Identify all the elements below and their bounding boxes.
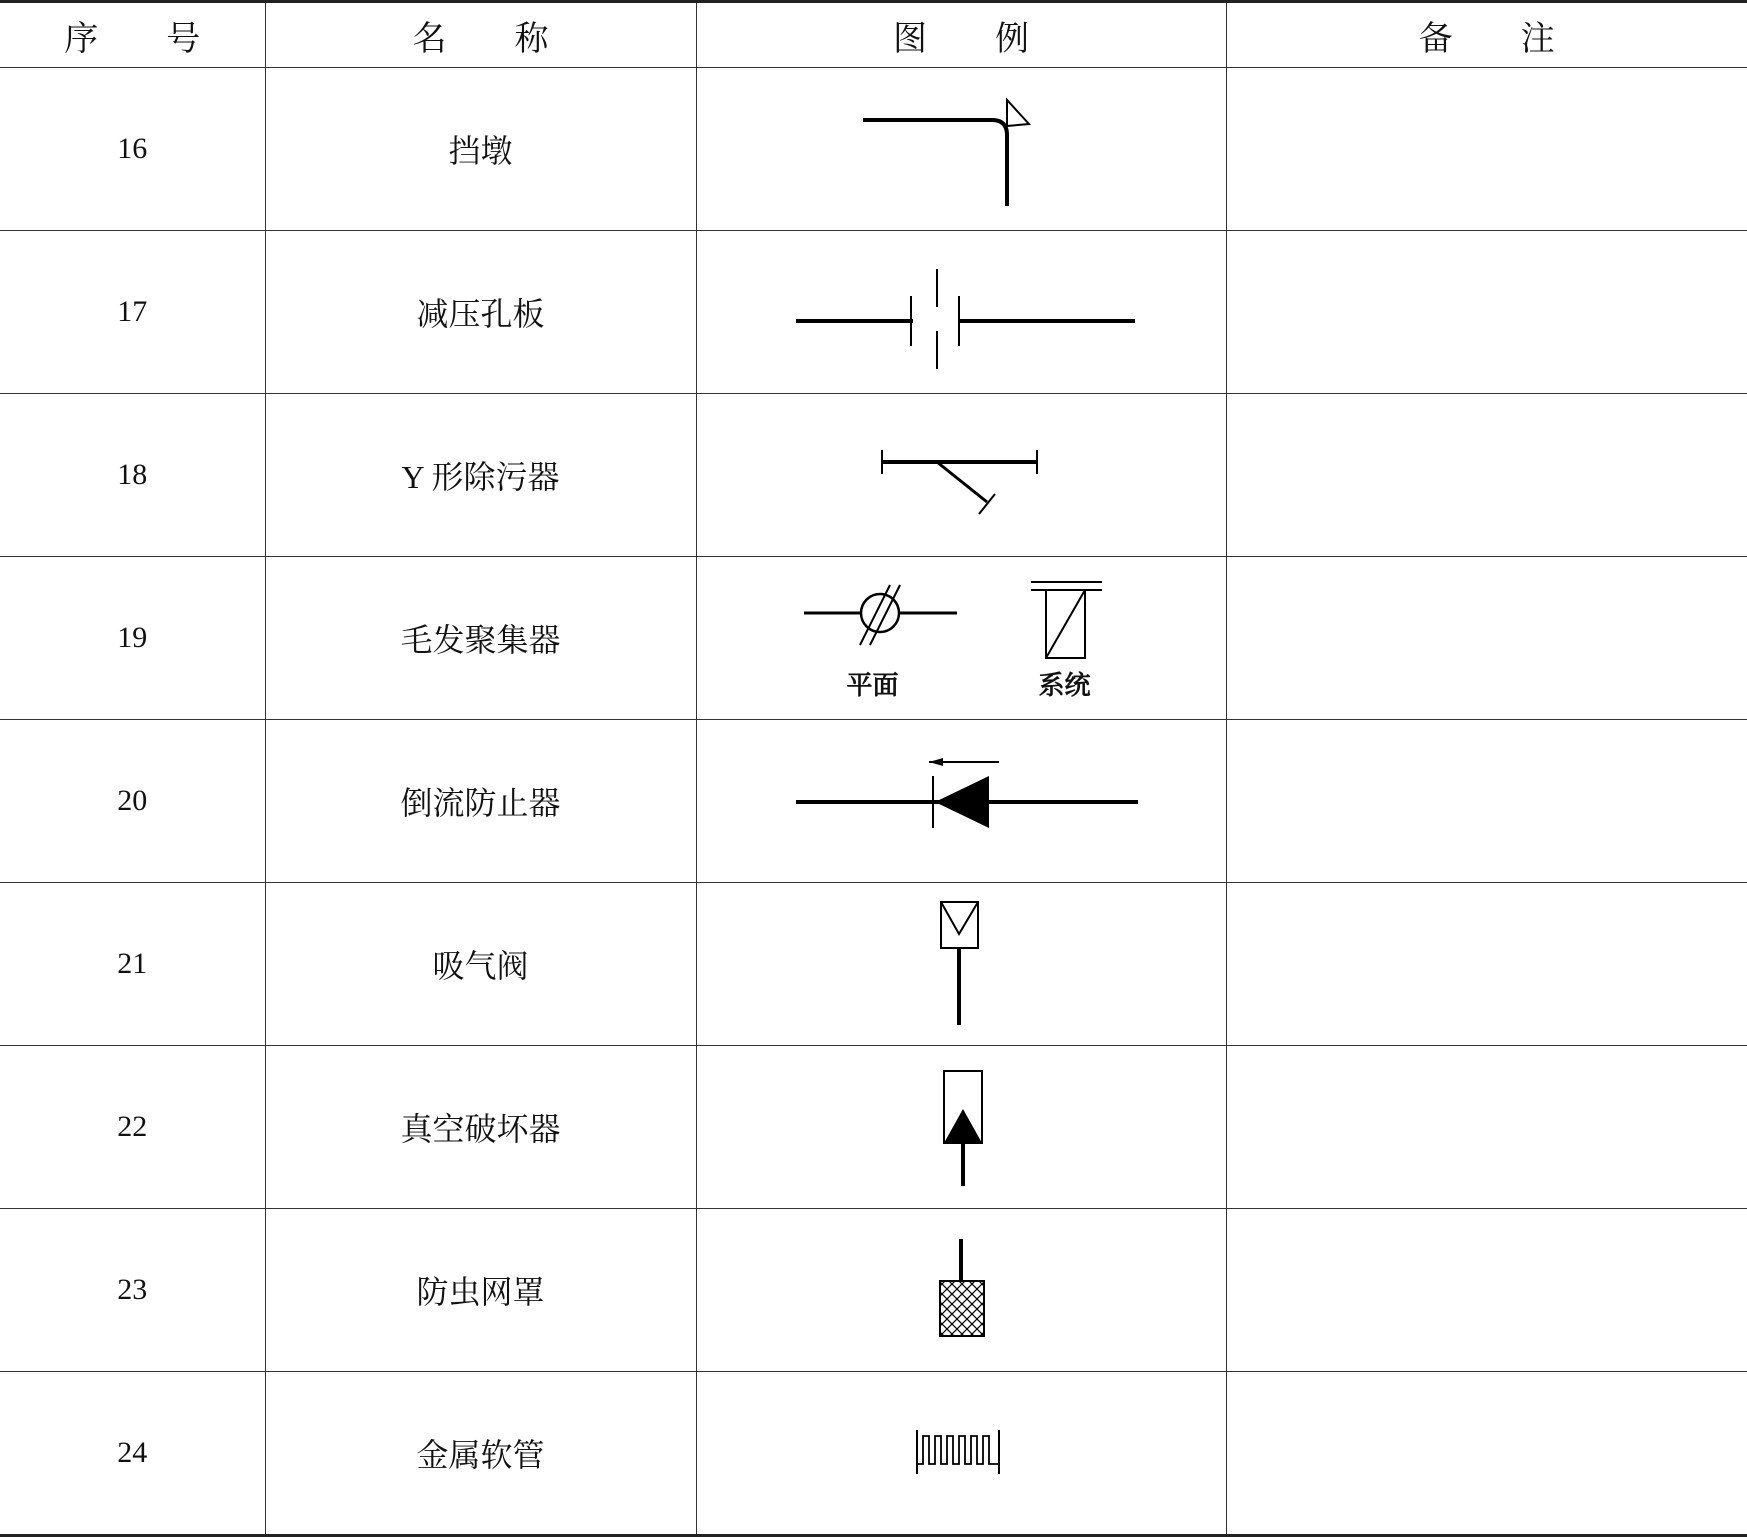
row-name: 真空破坏器 — [265, 1046, 696, 1209]
row-number: 18 — [0, 394, 265, 557]
row-remark — [1226, 231, 1747, 394]
row-remark — [1226, 68, 1747, 231]
row-name: 金属软管 — [265, 1372, 696, 1536]
row-legend — [696, 1209, 1226, 1372]
row-number: 16 — [0, 68, 265, 231]
row-legend — [696, 231, 1226, 394]
row-name: 减压孔板 — [265, 231, 696, 394]
row-remark — [1226, 1209, 1747, 1372]
header-legend: 图 例 — [696, 2, 1226, 68]
table-row — [0, 231, 1747, 394]
vacuum-breaker-icon — [697, 1046, 1227, 1208]
row-number: 24 — [0, 1372, 265, 1536]
row-legend — [696, 68, 1226, 231]
metal-hose-icon — [697, 1372, 1227, 1534]
row-number: 20 — [0, 720, 265, 883]
row-legend — [696, 1372, 1226, 1536]
pressure-reducing-orifice-icon — [697, 231, 1227, 393]
row-legend — [696, 720, 1226, 883]
row-number: 21 — [0, 883, 265, 1046]
row-name: 吸气阀 — [265, 883, 696, 1046]
row-remark — [1226, 1046, 1747, 1209]
row-number: 19 — [0, 557, 265, 720]
row-name: 毛发聚集器 — [265, 557, 696, 720]
row-name: 倒流防止器 — [265, 720, 696, 883]
row-number: 17 — [0, 231, 265, 394]
y-strainer-icon — [697, 394, 1227, 556]
header-remark: 备 注 — [1226, 2, 1747, 68]
table-row — [0, 883, 1747, 1046]
row-name: 挡墩 — [265, 68, 696, 231]
row-legend — [696, 394, 1226, 557]
table-row — [0, 68, 1747, 231]
table-row — [0, 394, 1747, 557]
row-remark — [1226, 557, 1747, 720]
table-row — [0, 1372, 1747, 1536]
row-legend — [696, 1046, 1226, 1209]
hair-collector-icon — [697, 557, 1227, 719]
table-row — [0, 720, 1747, 883]
sublabel-system: 系统 — [1038, 671, 1091, 701]
row-remark — [1226, 883, 1747, 1046]
table-row — [0, 1209, 1747, 1372]
backflow-preventer-icon — [697, 720, 1227, 882]
row-remark — [1226, 1372, 1747, 1536]
header-name: 名 称 — [265, 2, 696, 68]
row-legend — [696, 557, 1226, 720]
sublabel-plan: 平面 — [846, 671, 899, 701]
row-name: 防虫网罩 — [265, 1209, 696, 1372]
row-number: 23 — [0, 1209, 265, 1372]
header-seq: 序 号 — [0, 2, 265, 68]
row-number: 22 — [0, 1046, 265, 1209]
table-row — [0, 1046, 1747, 1209]
thrust-block-icon — [697, 68, 1227, 230]
air-admittance-valve-icon — [697, 883, 1227, 1045]
row-legend — [696, 883, 1226, 1046]
row-name: Y 形除污器 — [265, 394, 696, 557]
row-remark — [1226, 394, 1747, 557]
table-row — [0, 557, 1747, 720]
insect-screen-icon — [697, 1209, 1227, 1371]
row-remark — [1226, 720, 1747, 883]
header-row — [0, 2, 1747, 68]
